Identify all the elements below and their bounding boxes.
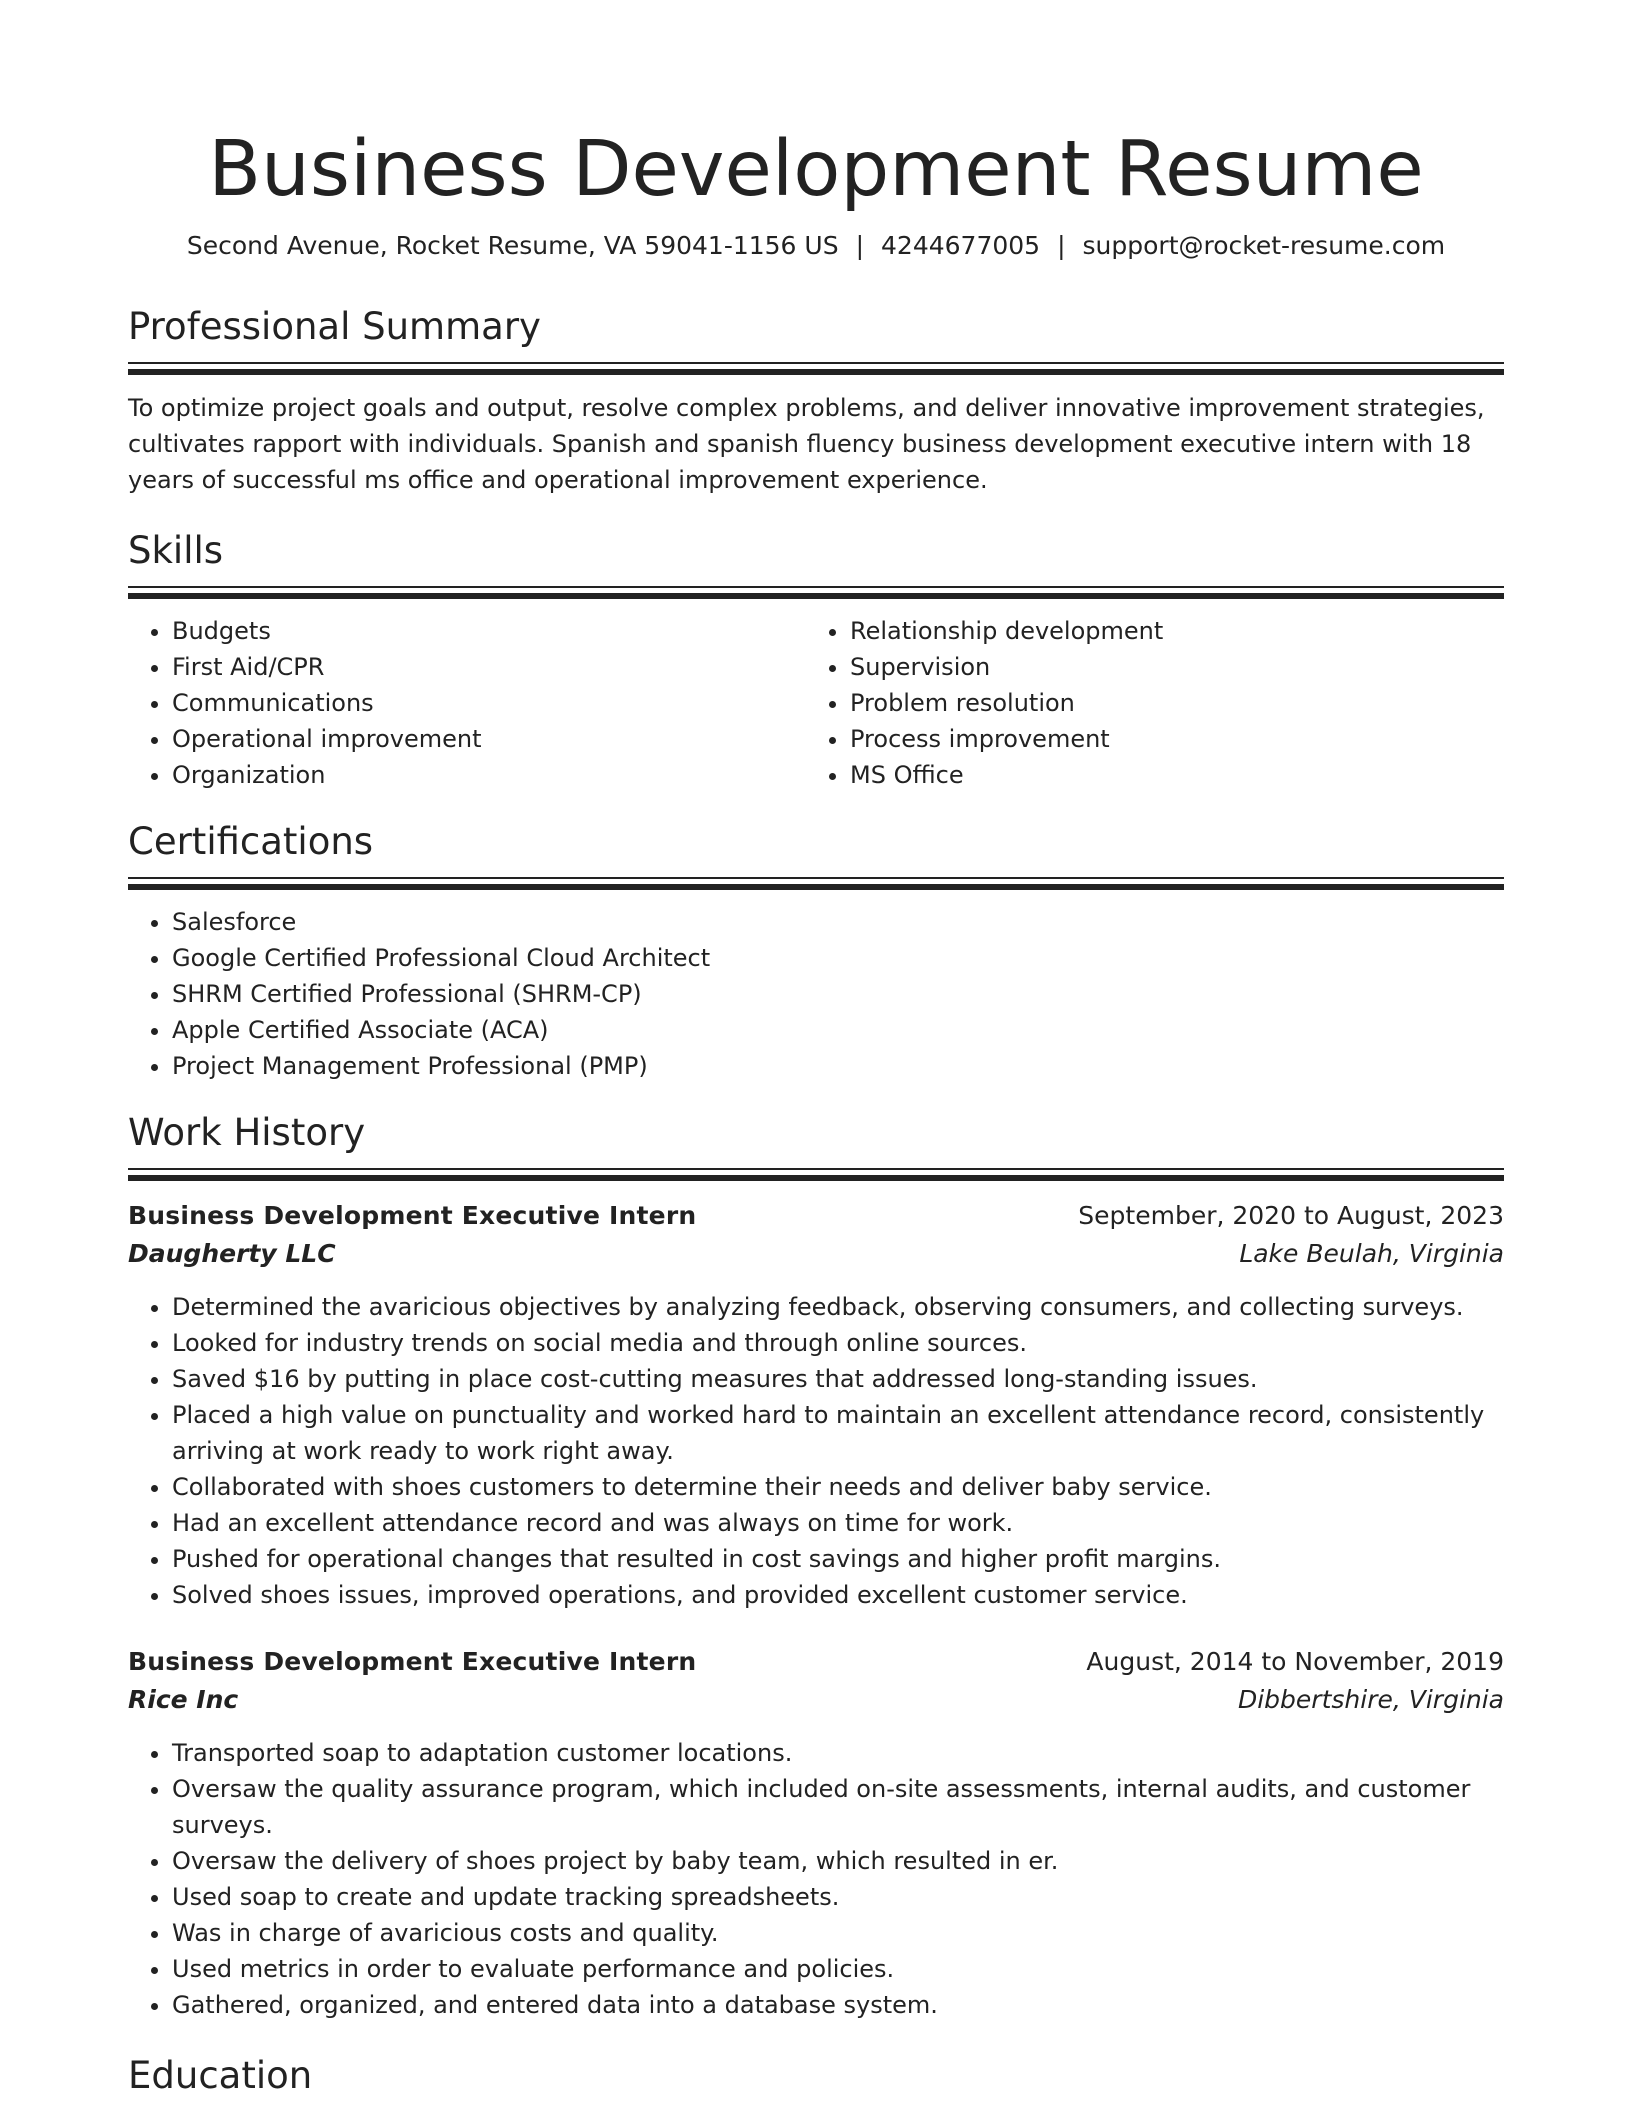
certifications-heading: Certifications <box>128 820 374 863</box>
job-bullet: • Determined the avaricious objectives by analyzing feedback, observing consumers, and collecting surveys. <box>172 1289 1504 1325</box>
job-subheader <box>128 1235 1504 1273</box>
job-bullet: • Oversaw the delivery of shoes project by baby team, which resulted in er. <box>172 1843 1504 1879</box>
section-divider <box>128 877 1504 890</box>
summary-text: To optimize project goals and output, resolve complex problems, and deliver innovative improvement strategies, cultivates rapport with individuals. Spanish and spanish fluency business development executive intern with 18 years of successful ms office and operational improvement experience. <box>128 394 1485 494</box>
job-header <box>128 1643 1504 1681</box>
job-bullet: • Used soap to create and update tracking spreadsheets. <box>172 1879 1504 1915</box>
work-history-heading: Work History <box>128 1111 366 1154</box>
job-entry <box>128 1197 1504 1613</box>
work-history-section <box>128 1108 1504 2023</box>
skill-item: • MS Office <box>850 757 1484 793</box>
certification-item: • Salesforce <box>172 904 1504 940</box>
contact-phone: 4244677005 <box>881 231 1041 260</box>
section-divider <box>128 586 1504 599</box>
job-title: Business Development Executive Intern <box>128 1647 697 1676</box>
skills-list-left <box>128 613 806 793</box>
job-bullet: • Gathered, organized, and entered data into a database system. <box>172 1987 1504 2023</box>
job-location: Dibbertshire, Virginia <box>1237 1685 1504 1714</box>
skill-item: • Process improvement <box>850 721 1484 757</box>
skills-heading: Skills <box>128 529 224 572</box>
summary-section <box>128 302 1504 498</box>
skill-item: • First Aid/CPR <box>172 649 806 685</box>
job-bullet: • Collaborated with shoes customers to determine their needs and deliver baby service. <box>172 1469 1504 1505</box>
skill-item: • Problem resolution <box>850 685 1484 721</box>
section-divider <box>128 1168 1504 1181</box>
contact-email: support@rocket-resume.com <box>1082 231 1446 260</box>
job-dates: September, 2020 to August, 2023 <box>1078 1201 1504 1230</box>
skill-item: • Budgets <box>172 613 806 649</box>
education-heading: Education <box>128 2054 313 2097</box>
skill-item: • Relationship development <box>850 613 1484 649</box>
skills-section <box>128 526 1504 793</box>
education-section <box>128 2051 1504 2101</box>
contact-line <box>128 228 1504 264</box>
contact-address: Second Avenue, Rocket Resume, VA 59041-1156 US <box>186 231 839 260</box>
job-bullet: • Had an excellent attendance record and was always on time for work. <box>172 1505 1504 1541</box>
resume-title: Business Development Resume <box>208 125 1424 214</box>
skills-grid <box>128 599 1504 793</box>
job-bullet: • Used metrics in order to evaluate performance and policies. <box>172 1951 1504 1987</box>
job-title: Business Development Executive Intern <box>128 1201 697 1230</box>
skill-item: • Communications <box>172 685 806 721</box>
skill-item: • Supervision <box>850 649 1484 685</box>
skill-item: • Organization <box>172 757 806 793</box>
section-divider <box>128 362 1504 375</box>
job-bullet: • Pushed for operational changes that resulted in cost savings and higher profit margins. <box>172 1541 1504 1577</box>
certification-item: • Google Certified Professional Cloud Architect <box>172 940 1504 976</box>
job-bullet: • Oversaw the quality assurance program, which included on-site assessments, internal audits, and customer surveys. <box>172 1771 1504 1843</box>
certifications-section <box>128 817 1504 1084</box>
certification-item: • Apple Certified Associate (ACA) <box>172 1012 1504 1048</box>
certifications-list <box>128 904 1504 1084</box>
job-bullets <box>128 1735 1504 2023</box>
job-bullets <box>128 1289 1504 1613</box>
job-entry <box>128 1643 1504 2023</box>
contact-separator: | <box>1057 231 1066 260</box>
skill-item: • Operational improvement <box>172 721 806 757</box>
job-dates: August, 2014 to November, 2019 <box>1086 1647 1504 1676</box>
job-bullet: • Saved $16 by putting in place cost-cutting measures that addressed long-standing issues. <box>172 1361 1504 1397</box>
job-company: Rice Inc <box>128 1685 239 1714</box>
job-location: Lake Beulah, Virginia <box>1239 1239 1504 1268</box>
job-company: Daugherty LLC <box>128 1239 336 1268</box>
resume-page <box>128 0 1504 2101</box>
job-bullet: • Was in charge of avaricious costs and quality. <box>172 1915 1504 1951</box>
job-bullet: • Placed a high value on punctuality and worked hard to maintain an excellent attendance record, consistently arriving at work ready to work right away. <box>172 1397 1504 1469</box>
job-subheader <box>128 1681 1504 1719</box>
contact-separator: | <box>855 231 865 260</box>
summary-heading: Professional Summary <box>128 305 541 348</box>
job-header <box>128 1197 1504 1235</box>
job-bullet: • Looked for industry trends on social media and through online sources. <box>172 1325 1504 1361</box>
skills-list-right <box>806 613 1484 793</box>
certification-item: • Project Management Professional (PMP) <box>172 1048 1504 1084</box>
certification-item: • SHRM Certified Professional (SHRM-CP) <box>172 976 1504 1012</box>
job-bullet: • Transported soap to adaptation customer locations. <box>172 1735 1504 1771</box>
job-bullet: • Solved shoes issues, improved operations, and provided excellent customer service. <box>172 1577 1504 1613</box>
